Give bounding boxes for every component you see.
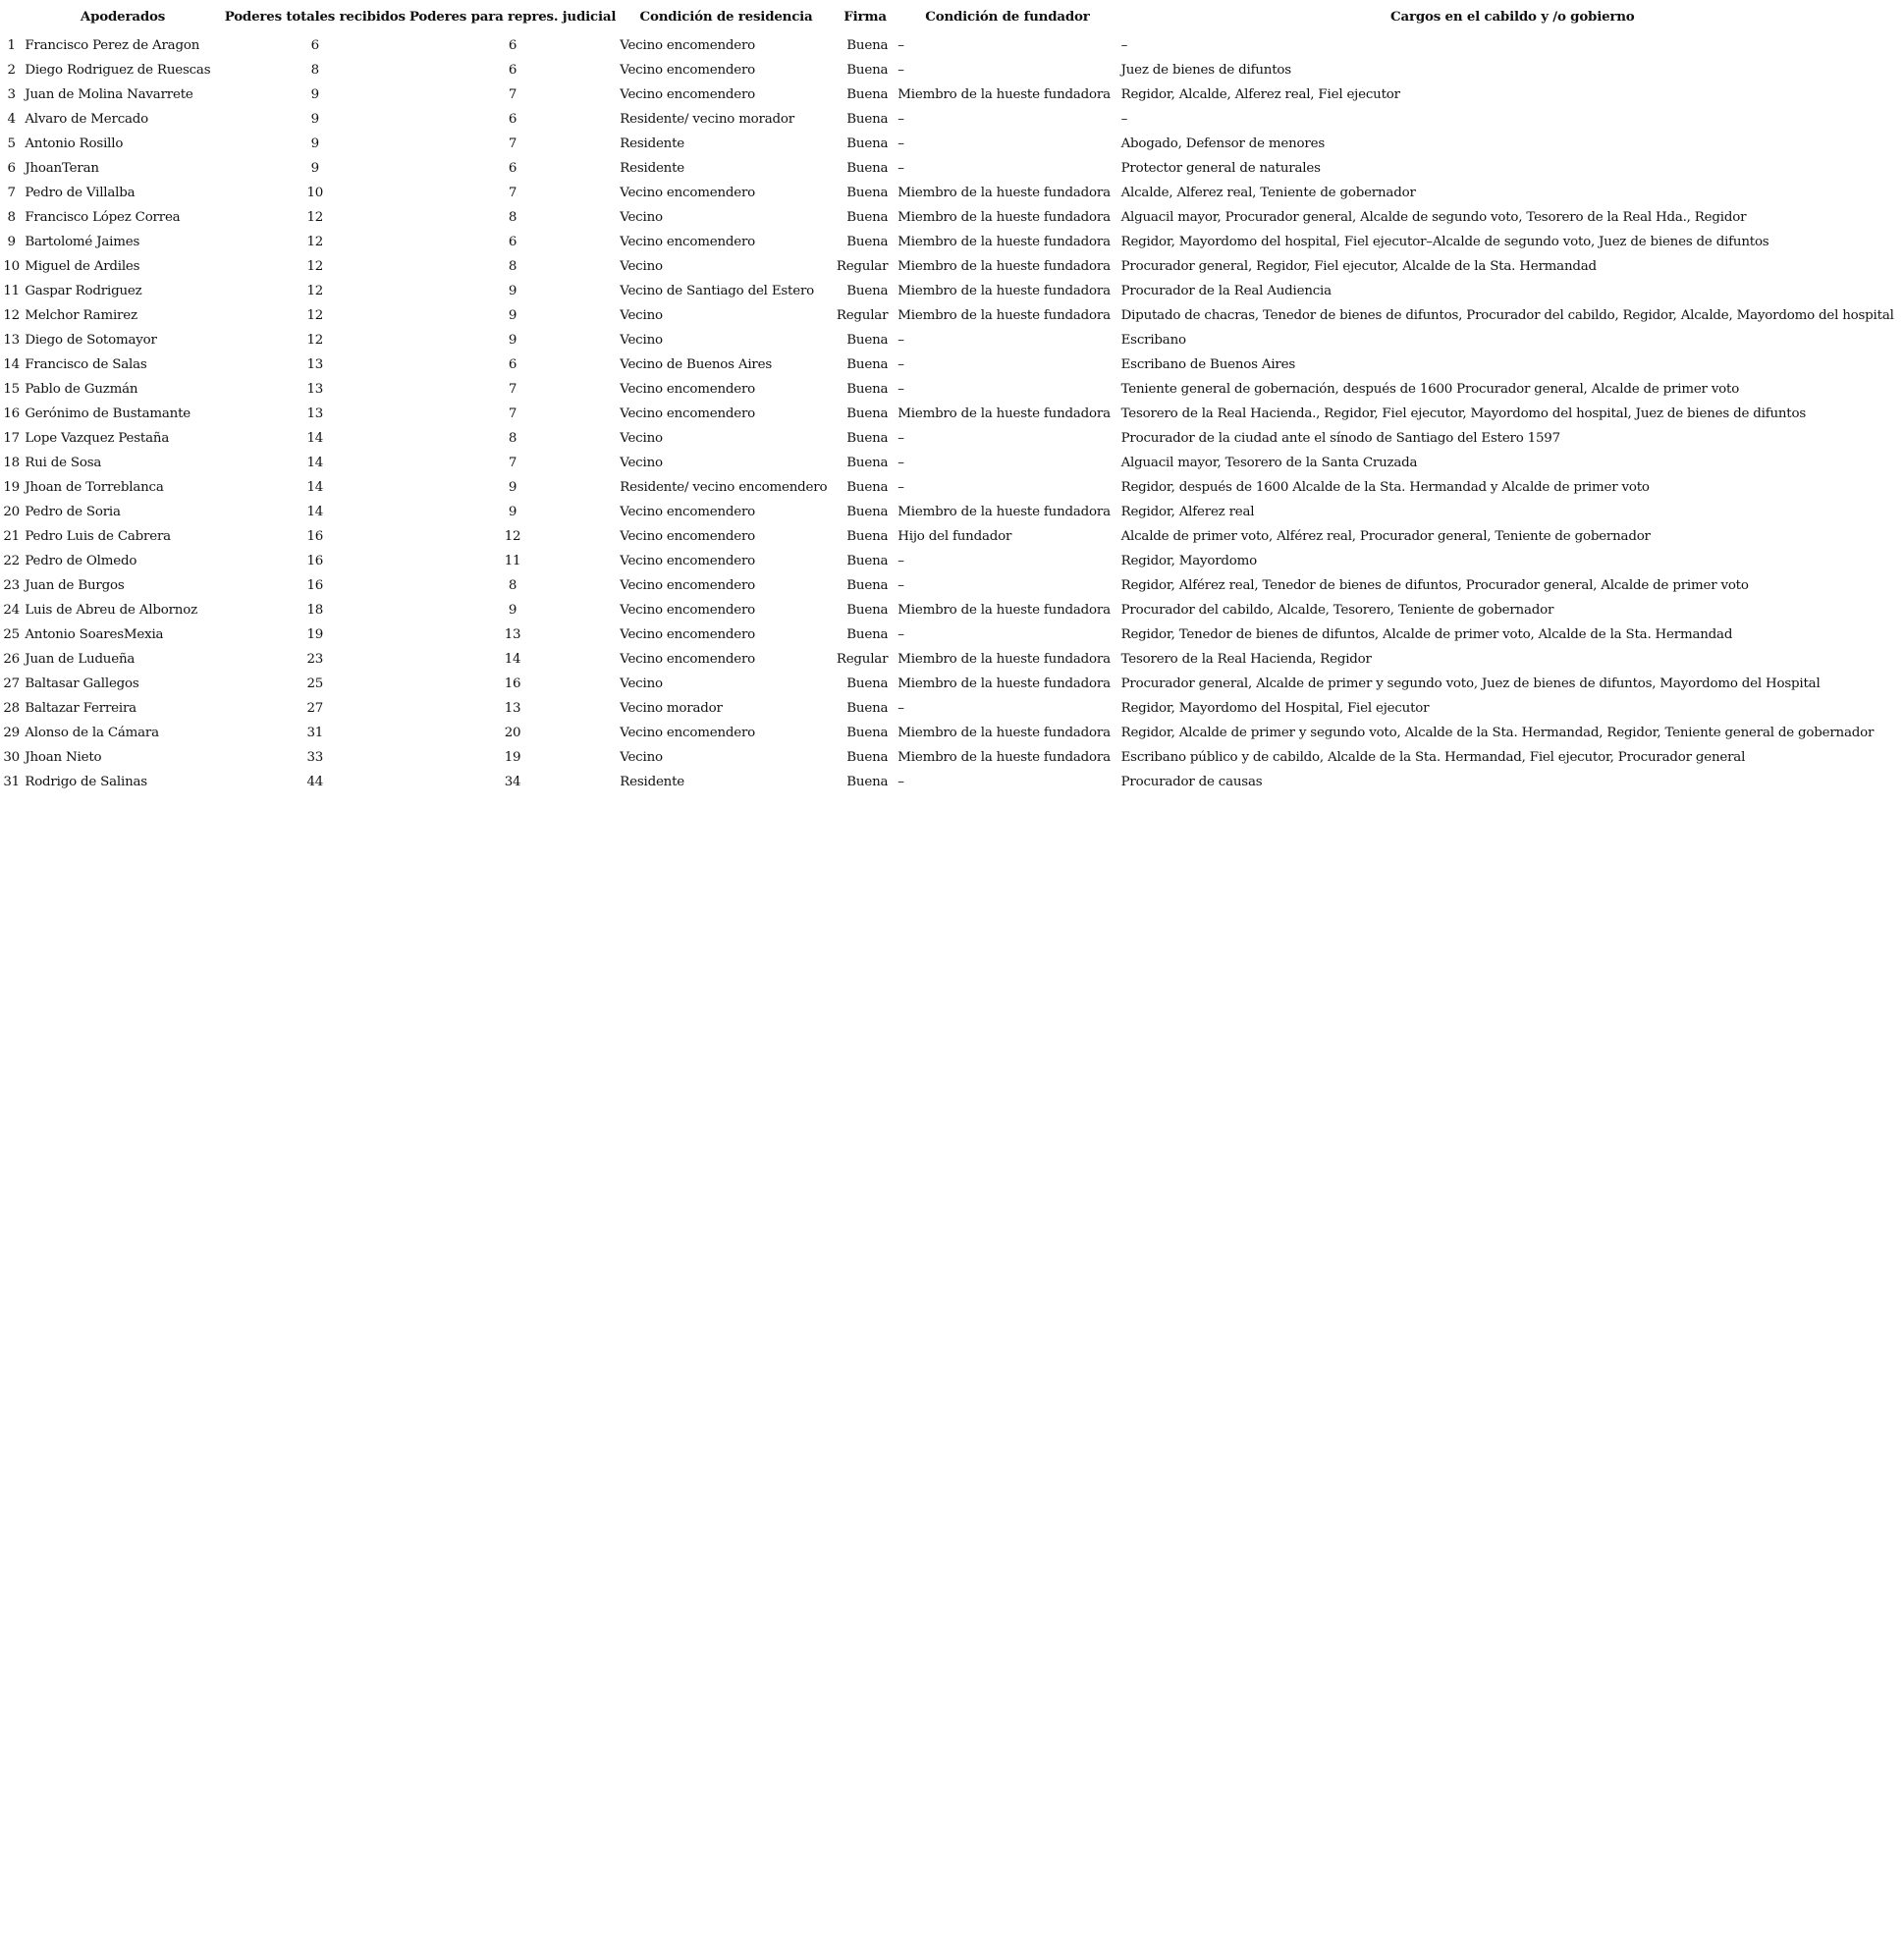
- table-row: [0, 230, 1904, 254]
- apoderado-name: Rodrigo de Salinas: [25, 775, 147, 789]
- poderes-judicial-value: 20: [504, 726, 521, 740]
- poderes-judicial-value: 7: [508, 186, 517, 200]
- apoderado-name: Alvaro de Mercado: [25, 112, 149, 127]
- condicion-fundador-value: –: [898, 578, 904, 593]
- poderes-totales-value: 12: [306, 308, 324, 323]
- condicion-fundador-value: –: [898, 382, 904, 397]
- condicion-fundador-value: Miembro de la hueste fundadora: [898, 750, 1111, 765]
- cargos-value: Regidor, Alcalde, Alferez real, Fiel ejecutor: [1120, 87, 1400, 102]
- row-index: 3: [7, 87, 16, 102]
- cargos-value: Abogado, Defensor de menores: [1120, 136, 1325, 151]
- poderes-totales-value: 14: [306, 505, 324, 519]
- condicion-fundador-value: –: [898, 554, 904, 568]
- row-index: 29: [3, 726, 20, 740]
- row-index: 9: [7, 235, 16, 249]
- poderes-judicial-value: 12: [504, 529, 521, 544]
- condicion-fundador-value: Miembro de la hueste fundadora: [898, 186, 1111, 200]
- apoderado-name: Juan de Ludueña: [25, 652, 136, 667]
- firma-value: Buena: [846, 284, 889, 298]
- firma-value: Buena: [846, 186, 889, 200]
- condicion-residencia-value: Vecino encomendero: [620, 627, 756, 642]
- firma-value: Buena: [846, 627, 889, 642]
- row-index: 19: [3, 480, 20, 495]
- apoderado-name: Antonio SoaresMexia: [25, 627, 164, 642]
- row-index: 7: [7, 186, 16, 200]
- condicion-fundador-value: Miembro de la hueste fundadora: [898, 406, 1111, 421]
- poderes-totales-value: 10: [306, 186, 324, 200]
- table-row: [0, 426, 1904, 451]
- poderes-totales-value: 9: [310, 136, 319, 151]
- poderes-totales-value: 16: [306, 529, 324, 544]
- poderes-judicial-value: 7: [508, 382, 517, 397]
- row-index: 28: [3, 701, 20, 716]
- poderes-totales-value: 12: [306, 259, 324, 274]
- apoderado-name: Alonso de la Cámara: [25, 726, 159, 740]
- cargos-value: Regidor, después de 1600 Alcalde de la Sta. Hermandad y Alcalde de primer voto: [1120, 480, 1650, 495]
- poderes-totales-value: 9: [310, 112, 319, 127]
- apoderado-name: Rui de Sosa: [25, 456, 102, 470]
- poderes-judicial-value: 13: [504, 701, 521, 716]
- table-row: [0, 500, 1904, 524]
- condicion-residencia-value: Vecino encomendero: [620, 578, 756, 593]
- poderes-judicial-value: 19: [504, 750, 521, 765]
- table-row: [0, 58, 1904, 82]
- apoderados-table: [0, 0, 1904, 794]
- poderes-judicial-value: 6: [508, 112, 517, 127]
- table-row: [0, 524, 1904, 549]
- condicion-fundador-value: Miembro de la hueste fundadora: [898, 210, 1111, 225]
- firma-value: Buena: [846, 578, 889, 593]
- apoderado-name: Gaspar Rodriguez: [25, 284, 142, 298]
- poderes-totales-value: 12: [306, 284, 324, 298]
- firma-value: Buena: [846, 726, 889, 740]
- condicion-fundador-value: Miembro de la hueste fundadora: [898, 603, 1111, 618]
- header-poderes-totales: Poderes totales recibidos: [224, 9, 406, 25]
- poderes-totales-value: 14: [306, 431, 324, 446]
- apoderado-name: Pedro de Villalba: [25, 186, 136, 200]
- apoderado-name: Juan de Burgos: [25, 578, 125, 593]
- condicion-fundador-value: Miembro de la hueste fundadora: [898, 505, 1111, 519]
- condicion-fundador-value: Miembro de la hueste fundadora: [898, 726, 1111, 740]
- poderes-judicial-value: 11: [504, 554, 521, 568]
- apoderado-name: Luis de Abreu de Albornoz: [25, 603, 197, 618]
- firma-value: Buena: [846, 63, 889, 78]
- row-index: 6: [7, 161, 16, 176]
- poderes-totales-value: 25: [306, 676, 324, 691]
- firma-value: Buena: [846, 480, 889, 495]
- apoderado-name: Pedro Luis de Cabrera: [25, 529, 171, 544]
- firma-value: Buena: [846, 333, 889, 348]
- apoderado-name: Gerónimo de Bustamante: [25, 406, 190, 421]
- poderes-judicial-value: 6: [508, 161, 517, 176]
- table-row: [0, 181, 1904, 205]
- row-index: 2: [7, 63, 16, 78]
- condicion-fundador-value: –: [898, 112, 904, 127]
- firma-value: Buena: [846, 554, 889, 568]
- firma-value: Regular: [836, 652, 889, 667]
- apoderado-name: Lope Vazquez Pestaña: [25, 431, 170, 446]
- table-row: [0, 721, 1904, 745]
- header-condicion-fundador: Condición de fundador: [925, 9, 1090, 25]
- poderes-judicial-value: 6: [508, 357, 517, 372]
- apoderado-name: Diego de Sotomayor: [25, 333, 157, 348]
- condicion-residencia-value: Vecino: [620, 750, 663, 765]
- cargos-value: Procurador de la ciudad ante el sínodo de Santiago del Estero 1597: [1120, 431, 1560, 446]
- condicion-residencia-value: Vecino encomendero: [620, 63, 756, 78]
- table-row: [0, 107, 1904, 132]
- table-row: [0, 475, 1904, 500]
- table-row: [0, 672, 1904, 696]
- poderes-totales-value: 16: [306, 554, 324, 568]
- condicion-fundador-value: Miembro de la hueste fundadora: [898, 259, 1111, 274]
- condicion-residencia-value: Vecino encomendero: [620, 87, 756, 102]
- condicion-residencia-value: Vecino de Buenos Aires: [620, 357, 773, 372]
- row-index: 22: [3, 554, 20, 568]
- row-index: 21: [3, 529, 20, 544]
- table-row: [0, 82, 1904, 107]
- cargos-value: Regidor, Alferez real: [1120, 505, 1255, 519]
- condicion-residencia-value: Vecino encomendero: [620, 529, 756, 544]
- poderes-totales-value: 33: [306, 750, 324, 765]
- condicion-fundador-value: –: [898, 701, 904, 716]
- row-index: 13: [3, 333, 20, 348]
- poderes-totales-value: 12: [306, 333, 324, 348]
- condicion-residencia-value: Vecino encomendero: [620, 726, 756, 740]
- condicion-fundador-value: Miembro de la hueste fundadora: [898, 235, 1111, 249]
- poderes-totales-value: 9: [310, 87, 319, 102]
- condicion-fundador-value: –: [898, 775, 904, 789]
- row-index: 26: [3, 652, 20, 667]
- cargos-value: Regidor, Tenedor de bienes de difuntos, Alcalde de primer voto, Alcalde de la Sta. Hermandad: [1120, 627, 1733, 642]
- firma-value: Buena: [846, 701, 889, 716]
- condicion-residencia-value: Residente: [620, 775, 685, 789]
- poderes-judicial-value: 9: [508, 284, 517, 298]
- table-row: [0, 132, 1904, 156]
- table-row: [0, 352, 1904, 377]
- row-index: 17: [3, 431, 20, 446]
- table-row: [0, 549, 1904, 573]
- row-index: 30: [3, 750, 20, 765]
- table-row: [0, 598, 1904, 622]
- header-index: [0, 0, 21, 33]
- apoderado-name: Pedro de Olmedo: [25, 554, 137, 568]
- condicion-residencia-value: Residente: [620, 136, 685, 151]
- apoderado-name: Antonio Rosillo: [25, 136, 124, 151]
- poderes-judicial-value: 34: [504, 775, 521, 789]
- firma-value: Buena: [846, 775, 889, 789]
- poderes-totales-value: 44: [306, 775, 324, 789]
- firma-value: Buena: [846, 382, 889, 397]
- apoderado-name: Francisco de Salas: [25, 357, 147, 372]
- row-index: 31: [3, 775, 20, 789]
- apoderado-name: Francisco López Correa: [25, 210, 181, 225]
- firma-value: Buena: [846, 750, 889, 765]
- table-row: [0, 279, 1904, 303]
- condicion-fundador-value: –: [898, 627, 904, 642]
- poderes-totales-value: 27: [306, 701, 324, 716]
- cargos-value: –: [1120, 38, 1128, 53]
- poderes-judicial-value: 8: [508, 578, 517, 593]
- poderes-totales-value: 13: [306, 357, 324, 372]
- condicion-residencia-value: Residente/ vecino encomendero: [620, 480, 828, 495]
- table-header: [0, 0, 1904, 33]
- firma-value: Buena: [846, 406, 889, 421]
- row-index: 23: [3, 578, 20, 593]
- condicion-residencia-value: Vecino: [620, 259, 663, 274]
- poderes-judicial-value: 9: [508, 603, 517, 618]
- condicion-residencia-value: Vecino encomendero: [620, 505, 756, 519]
- apoderado-name: Baltazar Ferreira: [25, 701, 136, 716]
- condicion-fundador-value: Hijo del fundador: [898, 529, 1012, 544]
- poderes-judicial-value: 7: [508, 136, 517, 151]
- apoderado-name: Baltasar Gallegos: [25, 676, 139, 691]
- condicion-residencia-value: Vecino encomendero: [620, 652, 756, 667]
- poderes-judicial-value: 7: [508, 87, 517, 102]
- condicion-fundador-value: Miembro de la hueste fundadora: [898, 87, 1111, 102]
- firma-value: Buena: [846, 357, 889, 372]
- row-index: 18: [3, 456, 20, 470]
- header-apoderados: Apoderados: [80, 9, 166, 25]
- poderes-judicial-value: 16: [504, 676, 521, 691]
- condicion-residencia-value: Vecino encomendero: [620, 186, 756, 200]
- cargos-value: Regidor, Alcalde de primer y segundo voto, Alcalde de la Sta. Hermandad, Regidor, Teniente general de gobernador: [1120, 726, 1875, 740]
- table-body: [0, 33, 1904, 794]
- row-index: 27: [3, 676, 20, 691]
- header-condicion-residencia: Condición de residencia: [639, 9, 813, 25]
- condicion-residencia-value: Vecino encomendero: [620, 406, 756, 421]
- poderes-judicial-value: 9: [508, 333, 517, 348]
- firma-value: Buena: [846, 505, 889, 519]
- condicion-residencia-value: Vecino encomendero: [620, 38, 756, 53]
- poderes-judicial-value: 8: [508, 259, 517, 274]
- row-index: 16: [3, 406, 20, 421]
- row-index: 8: [7, 210, 16, 225]
- condicion-residencia-value: Vecino: [620, 676, 663, 691]
- cargos-value: Regidor, Mayordomo del hospital, Fiel ejecutor–Alcalde de segundo voto, Juez de bienes de difuntos: [1120, 235, 1769, 249]
- table-row: [0, 745, 1904, 770]
- poderes-totales-value: 12: [306, 235, 324, 249]
- row-index: 10: [3, 259, 20, 274]
- condicion-residencia-value: Vecino encomendero: [620, 235, 756, 249]
- header-cargos: Cargos en el cabildo y /o gobierno: [1390, 9, 1635, 25]
- condicion-residencia-value: Vecino: [620, 308, 663, 323]
- cargos-value: Alcalde, Alferez real, Teniente de gobernador: [1120, 186, 1416, 200]
- cargos-value: Juez de bienes de difuntos: [1120, 63, 1291, 78]
- poderes-judicial-value: 13: [504, 627, 521, 642]
- table-row: [0, 254, 1904, 279]
- firma-value: Buena: [846, 161, 889, 176]
- cargos-value: Procurador del cabildo, Alcalde, Tesorero, Teniente de gobernador: [1120, 603, 1554, 618]
- poderes-totales-value: 13: [306, 406, 324, 421]
- condicion-fundador-value: –: [898, 38, 904, 53]
- apoderado-name: Melchor Ramirez: [25, 308, 137, 323]
- cargos-value: Alguacil mayor, Tesorero de la Santa Cruzada: [1120, 456, 1418, 470]
- row-index: 4: [7, 112, 16, 127]
- poderes-judicial-value: 7: [508, 456, 517, 470]
- table-row: [0, 622, 1904, 647]
- condicion-fundador-value: –: [898, 161, 904, 176]
- table-row: [0, 303, 1904, 328]
- firma-value: Buena: [846, 676, 889, 691]
- cargos-value: Diputado de chacras, Tenedor de bienes de difuntos, Procurador del cabildo, Regidor, Alcalde, Mayordomo del hospital: [1120, 308, 1894, 323]
- condicion-fundador-value: –: [898, 63, 904, 78]
- cargos-value: Escribano: [1120, 333, 1186, 348]
- table-row: [0, 33, 1904, 58]
- condicion-fundador-value: Miembro de la hueste fundadora: [898, 676, 1111, 691]
- row-index: 15: [3, 382, 20, 397]
- cargos-value: Procurador de la Real Audiencia: [1120, 284, 1332, 298]
- condicion-residencia-value: Vecino encomendero: [620, 603, 756, 618]
- poderes-judicial-value: 8: [508, 431, 517, 446]
- firma-value: Regular: [836, 308, 889, 323]
- table-row: [0, 328, 1904, 352]
- apoderado-name: Pedro de Soria: [25, 505, 121, 519]
- condicion-fundador-value: –: [898, 333, 904, 348]
- apoderado-name: Pablo de Guzmán: [25, 382, 138, 397]
- poderes-totales-value: 14: [306, 480, 324, 495]
- poderes-totales-value: 14: [306, 456, 324, 470]
- poderes-totales-value: 8: [310, 63, 319, 78]
- condicion-residencia-value: Vecino: [620, 456, 663, 470]
- firma-value: Buena: [846, 456, 889, 470]
- firma-value: Buena: [846, 431, 889, 446]
- condicion-fundador-value: –: [898, 136, 904, 151]
- table-row: [0, 402, 1904, 426]
- cargos-value: Tesorero de la Real Hacienda, Regidor: [1120, 652, 1372, 667]
- cargos-value: Regidor, Alférez real, Tenedor de bienes de difuntos, Procurador general, Alcalde de primer voto: [1120, 578, 1749, 593]
- header-poderes-judicial: Poderes para repres. judicial: [408, 9, 617, 25]
- poderes-judicial-value: 9: [508, 480, 517, 495]
- table-row: [0, 156, 1904, 181]
- table-row: [0, 647, 1904, 672]
- header-row: [0, 0, 1904, 33]
- poderes-totales-value: 12: [306, 210, 324, 225]
- table-row: [0, 770, 1904, 794]
- table-row: [0, 377, 1904, 402]
- row-index: 20: [3, 505, 20, 519]
- apoderado-name: Miguel de Ardiles: [25, 259, 140, 274]
- poderes-judicial-value: 6: [508, 38, 517, 53]
- poderes-judicial-value: 14: [504, 652, 521, 667]
- poderes-totales-value: 23: [306, 652, 324, 667]
- row-index: 14: [3, 357, 20, 372]
- firma-value: Buena: [846, 529, 889, 544]
- cargos-value: Escribano de Buenos Aires: [1120, 357, 1296, 372]
- cargos-value: –: [1120, 112, 1128, 127]
- poderes-judicial-value: 9: [508, 505, 517, 519]
- condicion-fundador-value: –: [898, 456, 904, 470]
- firma-value: Regular: [836, 259, 889, 274]
- cargos-value: Alcalde de primer voto, Alférez real, Procurador general, Teniente de gobernador: [1120, 529, 1651, 544]
- cargos-value: Procurador de causas: [1120, 775, 1263, 789]
- condicion-residencia-value: Vecino morador: [620, 701, 723, 716]
- condicion-fundador-value: –: [898, 480, 904, 495]
- condicion-fundador-value: –: [898, 431, 904, 446]
- apoderado-name: Juan de Molina Navarrete: [25, 87, 193, 102]
- condicion-fundador-value: Miembro de la hueste fundadora: [898, 652, 1111, 667]
- condicion-residencia-value: Residente: [620, 161, 685, 176]
- firma-value: Buena: [846, 210, 889, 225]
- row-index: 12: [3, 308, 20, 323]
- poderes-totales-value: 9: [310, 161, 319, 176]
- apoderado-name: Francisco Perez de Aragon: [25, 38, 200, 53]
- row-index: 25: [3, 627, 20, 642]
- poderes-totales-value: 16: [306, 578, 324, 593]
- poderes-judicial-value: 6: [508, 63, 517, 78]
- poderes-judicial-value: 6: [508, 235, 517, 249]
- cargos-value: Regidor, Mayordomo: [1120, 554, 1258, 568]
- table-row: [0, 451, 1904, 475]
- header-firma: Firma: [843, 9, 887, 25]
- poderes-judicial-value: 8: [508, 210, 517, 225]
- cargos-value: Regidor, Mayordomo del Hospital, Fiel ejecutor: [1120, 701, 1430, 716]
- table-row: [0, 696, 1904, 721]
- row-index: 11: [3, 284, 20, 298]
- condicion-residencia-value: Vecino de Santiago del Estero: [620, 284, 815, 298]
- cargos-value: Procurador general, Alcalde de primer y segundo voto, Juez de bienes de difuntos, Mayordomo del Hospital: [1120, 676, 1821, 691]
- firma-value: Buena: [846, 38, 889, 53]
- poderes-judicial-value: 9: [508, 308, 517, 323]
- cargos-value: Procurador general, Regidor, Fiel ejecutor, Alcalde de la Sta. Hermandad: [1120, 259, 1597, 274]
- condicion-residencia-value: Vecino encomendero: [620, 554, 756, 568]
- table-row: [0, 573, 1904, 598]
- condicion-fundador-value: Miembro de la hueste fundadora: [898, 308, 1111, 323]
- cargos-value: Escribano público y de cabildo, Alcalde de la Sta. Hermandad, Fiel ejecutor, Procurador general: [1120, 750, 1746, 765]
- poderes-totales-value: 31: [306, 726, 324, 740]
- poderes-totales-value: 19: [306, 627, 324, 642]
- cargos-value: Tesorero de la Real Hacienda., Regidor, Fiel ejecutor, Mayordomo del hospital, Juez de bienes de difuntos: [1120, 406, 1807, 421]
- cargos-value: Teniente general de gobernación, después de 1600 Procurador general, Alcalde de primer voto: [1120, 382, 1740, 397]
- apoderado-name: Bartolomé Jaimes: [25, 235, 140, 249]
- condicion-fundador-value: Miembro de la hueste fundadora: [898, 284, 1111, 298]
- firma-value: Buena: [846, 112, 889, 127]
- poderes-totales-value: 13: [306, 382, 324, 397]
- condicion-residencia-value: Vecino: [620, 431, 663, 446]
- condicion-residencia-value: Residente/ vecino morador: [620, 112, 794, 127]
- firma-value: Buena: [846, 235, 889, 249]
- condicion-fundador-value: –: [898, 357, 904, 372]
- firma-value: Buena: [846, 603, 889, 618]
- poderes-totales-value: 18: [306, 603, 324, 618]
- table-row: [0, 205, 1904, 230]
- cargos-value: Protector general de naturales: [1120, 161, 1321, 176]
- row-index: 24: [3, 603, 20, 618]
- poderes-totales-value: 6: [310, 38, 319, 53]
- condicion-residencia-value: Vecino encomendero: [620, 382, 756, 397]
- apoderado-name: JhoanTeran: [25, 161, 99, 176]
- poderes-judicial-value: 7: [508, 406, 517, 421]
- condicion-residencia-value: Vecino: [620, 333, 663, 348]
- firma-value: Buena: [846, 136, 889, 151]
- apoderado-name: Jhoan de Torreblanca: [25, 480, 164, 495]
- row-index: 1: [7, 38, 16, 53]
- row-index: 5: [7, 136, 16, 151]
- apoderado-name: Diego Rodriguez de Ruescas: [25, 63, 211, 78]
- apoderado-name: Jhoan Nieto: [25, 750, 102, 765]
- cargos-value: Alguacil mayor, Procurador general, Alcalde de segundo voto, Tesorero de la Real Hda., Regidor: [1120, 210, 1747, 225]
- firma-value: Buena: [846, 87, 889, 102]
- condicion-residencia-value: Vecino: [620, 210, 663, 225]
